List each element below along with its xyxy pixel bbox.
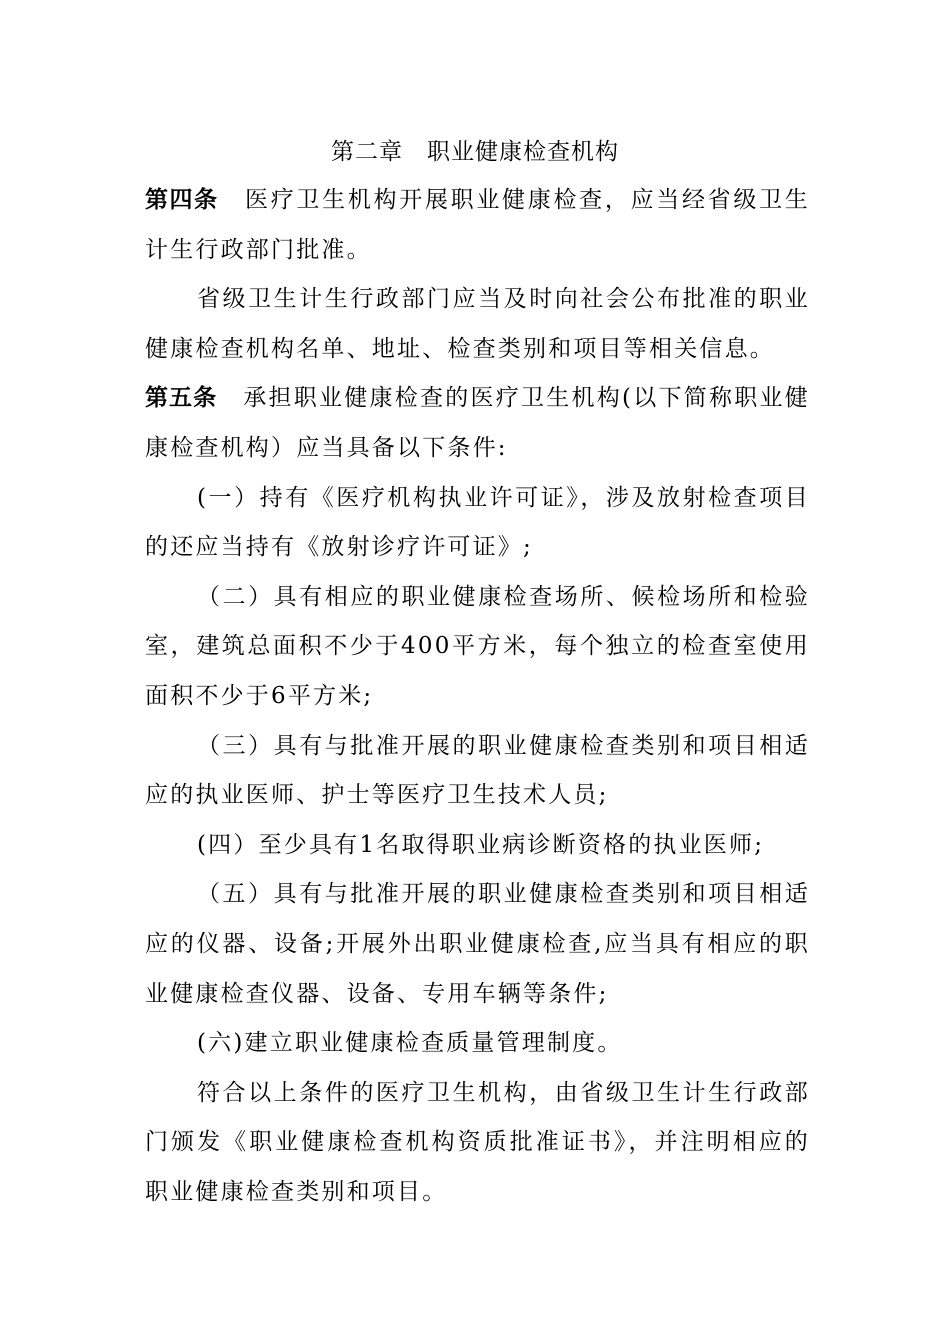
chapter-title: 第二章 职业健康检查机构 [331, 139, 619, 165]
article-5-item-6: (六)建立职业健康检查质量管理制度。 [197, 1030, 623, 1057]
article-5-item-2: （二）具有相应的职业健康检查场所、候检场所和检验室，建筑总面积不少于400平方米，每个独立的检查室使用面积不少于6平方米; [145, 583, 810, 709]
article-5-item-3: （三）具有与批准开展的职业健康检查类别和项目相适应的执业医师、护士等医疗卫生技术人员; [145, 732, 810, 809]
article-5-text: 承担职业健康检查的医疗卫生机构(以下简称职业健康检查机构）应当具备以下条件: [145, 385, 811, 461]
article-4-number: 第四条 [145, 187, 219, 213]
article-5-item-1: (一）持有《医疗机构执业许可证》，涉及放射检查项目的还应当持有《放射诊疗许可证》; [145, 484, 810, 561]
article-5-closing: 符合以上条件的医疗卫生机构，由省级卫生计生行政部门颁发《职业健康检查机构资质批准证书》，并注明相应的职业健康检查类别和项目。 [145, 1079, 810, 1205]
article-5-paragraph [145, 374, 810, 473]
article-4-text: 医疗卫生机构开展职业健康检查，应当经省级卫生计生行政部门批准。 [145, 187, 810, 263]
article-5-number: 第五条 [145, 385, 218, 412]
article-4-paragraph-2: 省级卫生计生行政部门应当及时向社会公布批准的职业健康检查机构名单、地址、检查类别和项目等相关信息。 [145, 286, 810, 362]
article-5-item-4: (四）至少具有1名取得职业病诊断资格的执业医师; [197, 831, 765, 858]
document-body [145, 176, 810, 1217]
article-4-paragraph [145, 176, 810, 275]
article-5-item-5: （五）具有与批准开展的职业健康检查类别和项目相适应的仪器、设备;开展外出职业健康检查,应当具有相应的职业健康检查仪器、设备、专用车辆等条件; [145, 881, 810, 1007]
